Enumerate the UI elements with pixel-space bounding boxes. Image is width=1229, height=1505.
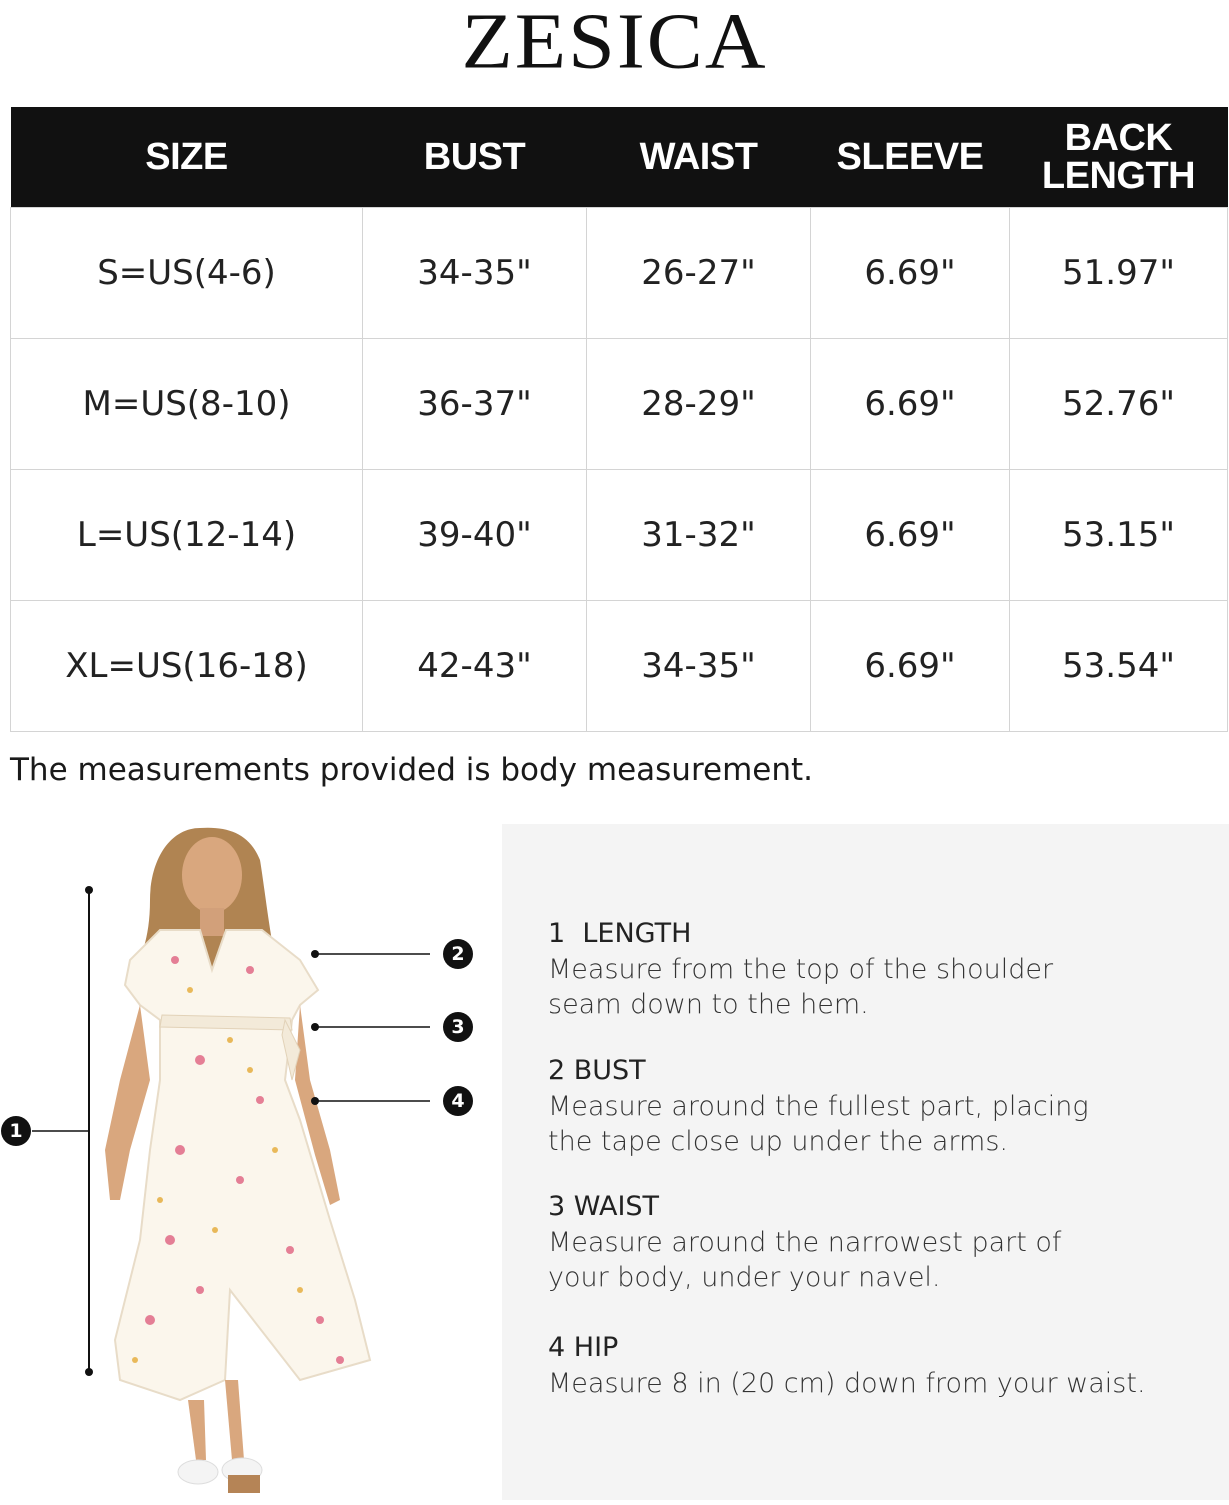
header-waist: WAIST [587, 107, 811, 208]
cell-size: L=US(12-14) [11, 470, 363, 601]
header-back-length-line2: LENGTH [1041, 155, 1196, 197]
cell-sleeve: 6.69" [811, 601, 1010, 732]
table-row [11, 601, 1228, 732]
measurement-guide-panel [502, 824, 1229, 1500]
table-row [11, 470, 1228, 601]
guide-hip-title: 4 HIP [548, 1332, 619, 1363]
cell-waist: 31-32" [587, 470, 811, 601]
cell-sleeve: 6.69" [811, 470, 1010, 601]
cell-waist: 28-29" [587, 339, 811, 470]
model-figure [0, 820, 500, 1500]
table-row [11, 208, 1228, 339]
cell-size: M=US(8-10) [11, 339, 363, 470]
table-row [11, 339, 1228, 470]
header-sleeve: SLEEVE [811, 107, 1010, 208]
bust-marker-badge: 2 [443, 939, 473, 969]
cell-bust: 36-37" [363, 339, 587, 470]
cell-sleeve: 6.69" [811, 208, 1010, 339]
header-bust: BUST [363, 107, 587, 208]
cell-waist: 26-27" [587, 208, 811, 339]
measurement-note: The measurements provided is body measurement. [10, 752, 814, 788]
header-back-length [1010, 107, 1228, 208]
cell-waist: 34-35" [587, 601, 811, 732]
guide-bust-desc-line1: Measure around the fullest part, placing [548, 1091, 1089, 1122]
header-size: SIZE [11, 107, 363, 208]
waist-marker-badge: 3 [443, 1012, 473, 1042]
guide-hip-desc-line1: Measure 8 in (20 cm) down from your waist. [548, 1368, 1146, 1399]
cell-size: XL=US(16-18) [11, 601, 363, 732]
size-chart-table [10, 107, 1228, 732]
hip-marker-badge: 4 [443, 1086, 473, 1116]
cell-bust: 39-40" [363, 470, 587, 601]
cell-back-length: 52.76" [1010, 339, 1228, 470]
cell-sleeve: 6.69" [811, 339, 1010, 470]
guide-hip [548, 1330, 1208, 1401]
guide-bust-desc-line2: the tape close up under the arms. [548, 1126, 1008, 1157]
guide-length-desc-line2: seam down to the hem. [548, 989, 869, 1020]
brand-logo: ZESICA [461, 0, 768, 86]
header-back-length-line1: BACK [1064, 117, 1173, 159]
guide-length-desc-line1: Measure from the top of the shoulder [548, 954, 1054, 985]
guide-waist [548, 1189, 1208, 1295]
cell-bust: 34-35" [363, 208, 587, 339]
length-marker-badge: 1 [1, 1116, 31, 1146]
cell-size: S=US(4-6) [11, 208, 363, 339]
guide-bust-title: 2 BUST [548, 1055, 646, 1086]
guide-bust [548, 1053, 1208, 1159]
guide-length-title: 1 LENGTH [548, 918, 692, 949]
cell-back-length: 53.54" [1010, 601, 1228, 732]
guide-waist-desc-line2: your body, under your navel. [548, 1262, 941, 1293]
cell-back-length: 51.97" [1010, 208, 1228, 339]
guide-waist-desc-line1: Measure around the narrowest part of [548, 1227, 1062, 1258]
guide-length [548, 916, 1208, 1022]
dress-illustration [0, 820, 500, 1500]
cell-back-length: 53.15" [1010, 470, 1228, 601]
guide-waist-title: 3 WAIST [548, 1191, 660, 1222]
cell-bust: 42-43" [363, 601, 587, 732]
table-header-row [11, 107, 1228, 208]
